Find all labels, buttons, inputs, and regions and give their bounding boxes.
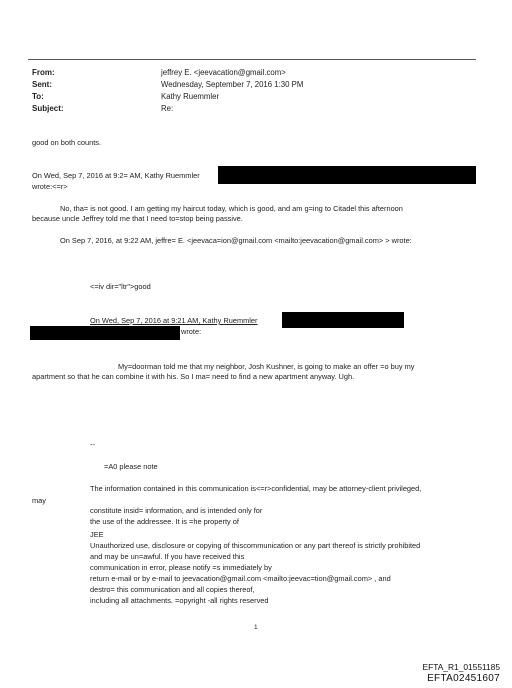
redaction-box xyxy=(218,166,476,184)
quote2-line: On Sep 7, 2016, at 9:22 AM, jeffre= E. <jeevaca=ion@gmail.com <mailto:jeevacation@gmail.com> > wrote: xyxy=(60,236,412,245)
disclaimer-may: may xyxy=(32,496,46,505)
msg2-line2: apartment so that he can combine it with his. So I ma= need to find a new apartment anyway. Ugh. xyxy=(32,372,355,381)
bates-number-secondary: EFTA02451607 xyxy=(427,673,500,684)
page-number: 1 xyxy=(254,624,258,631)
quote1-line2: wrote:<=r> xyxy=(32,182,68,191)
to-label: To: xyxy=(32,92,44,101)
disclaimer-line: constitute insid= information, and is intended only for xyxy=(90,506,263,515)
from-label: From: xyxy=(32,68,55,77)
sent-value: Wednesday, September 7, 2016 1:30 PM xyxy=(161,80,304,89)
disclaimer-line: destro= this communication and all copies thereof, xyxy=(90,585,255,594)
header-top-rule xyxy=(28,59,476,60)
msg1-line1: No, tha= is not good. I am getting my haircut today, which is good, and am g=ing to Citadel this afternoon xyxy=(60,204,403,213)
disclaimer-line1: The information contained in this communication is<=r>confidential, may be attorney-client privileged, xyxy=(90,484,422,493)
please-note: =A0 please note xyxy=(104,462,158,471)
subject-value: Re: xyxy=(161,104,174,113)
msg1-line2: because uncle Jeffrey told me that I need to=stop being passive. xyxy=(32,214,243,223)
disclaimer-line: Unauthorized use, disclosure or copying of thiscommunication or any part thereof is strictly prohibited xyxy=(90,541,421,550)
disclaimer-line: communication in error, please notify =s immediately by xyxy=(90,563,272,572)
quote3-line1: On Wed, Sep 7, 2016 at 9:21 AM, Kathy Ruemmler xyxy=(90,316,258,325)
to-value: Kathy Ruemmler xyxy=(161,92,220,101)
redaction-box xyxy=(30,326,180,340)
reply-text: good on both counts. xyxy=(32,138,102,147)
quote3-line2: wrote: xyxy=(181,327,202,336)
bates-number-primary: EFTA_R1_01551185 xyxy=(422,662,500,672)
sent-label: Sent: xyxy=(32,80,52,89)
div-good-line: <=iv dir="ltr">good xyxy=(90,282,151,291)
subject-label: Subject: xyxy=(32,104,64,113)
redaction-box xyxy=(282,312,404,328)
signature-dashes: -- xyxy=(90,440,95,449)
disclaimer-line: JEE xyxy=(90,530,104,539)
disclaimer-line: including all attachments. =opyright -all rights reserved xyxy=(90,596,269,605)
disclaimer-line: return e-mail or by e-mail to jeevacation@gmail.com <mailto:jeevac=tion@gmail.com> , and xyxy=(90,574,391,583)
from-value: jeffrey E. <jeevacation@gmail.com> xyxy=(161,68,286,77)
msg2-line1: My=doorman told me that my neighbor, Josh Kushner, is going to make an offer =o buy my xyxy=(118,362,415,371)
disclaimer-line: the use of the addressee. It is =he property of xyxy=(90,517,239,526)
disclaimer-line: and may be un=awful. If you have received this xyxy=(90,552,245,561)
quote1-line1: On Wed, Sep 7, 2016 at 9:2= AM, Kathy Ruemmler xyxy=(32,171,200,180)
